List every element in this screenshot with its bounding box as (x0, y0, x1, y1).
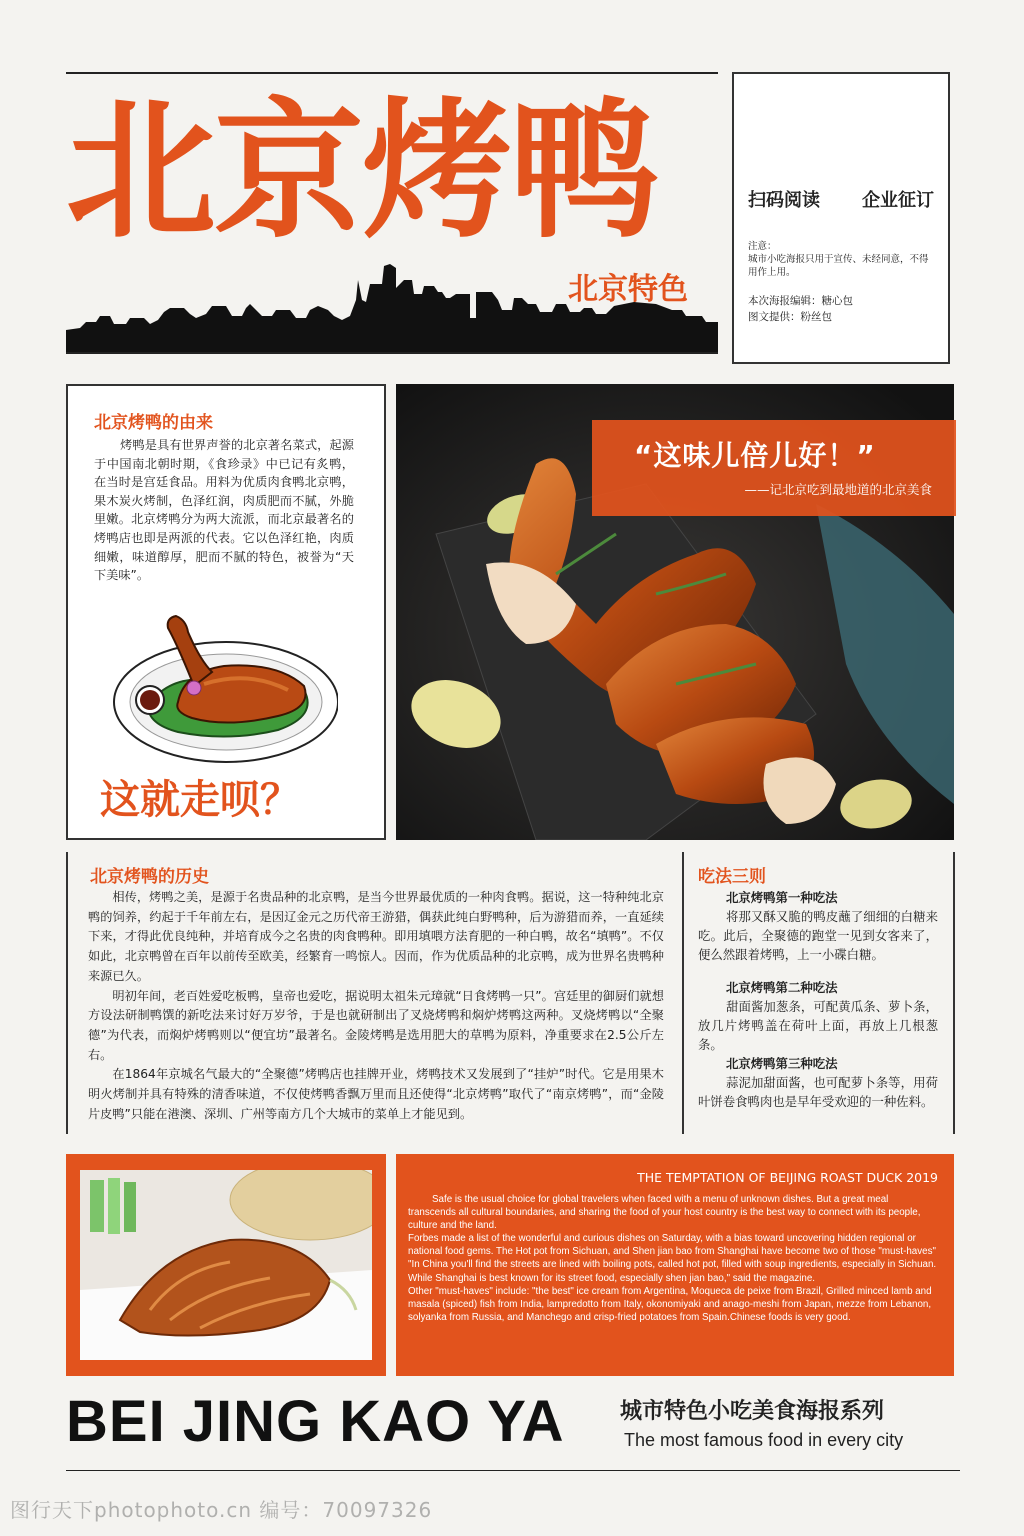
info-actions (748, 186, 934, 212)
english-paragraph-3: "In China you'll find the streets are lined with boiling pots, called hot pot, filled with soup ingredients, especially in Sichuan. While Shanghai is best known for its street food, especially shen jian bao," said the magazine. (408, 1259, 937, 1284)
quote-sub: ——记北京吃到最地道的北京美食 (744, 482, 932, 497)
eat-right-rule (953, 852, 955, 1134)
origin-heading: 北京烤鸭的由来 (94, 413, 213, 433)
origin-text: 烤鸭是具有世界声誉的北京著名菜式，起源于中国南北朝时期，《食珍录》中已记有炙鸭，在当时是宫廷食品。用料为优质肉食鸭北京鸭，果木炭火烤制，色泽红润，肉质肥而不腻，外脆里嫩。北京烤鸭分为两大流派，而北京最著名的烤鸭店也即是两派的代表。它以色泽红艳，肉质细嫩，味道醇厚，肥而不腻的特色，被誉为“天下美味”。 (94, 438, 354, 583)
note-label: 注意： (748, 241, 777, 252)
history-right-rule (682, 852, 684, 1134)
call-to-action: 这就走呗？ (100, 777, 300, 823)
pinyin-title: BEI JING KAO YA (66, 1389, 565, 1454)
eat-method-2-body: 甜面酱加葱条，可配黄瓜条、萝卜条，放几片烤鸭盖在荷叶上面，再放上几根葱条。 (698, 999, 938, 1052)
watermark: 图行天下photophoto.cn 编号：70097326 (10, 1498, 433, 1522)
info-box (732, 72, 950, 364)
history-heading: 北京烤鸭的历史 (90, 867, 209, 887)
sliced-duck-photo-frame (66, 1154, 386, 1376)
page-subtitle: 北京特色 (568, 272, 688, 307)
usage-note (748, 240, 934, 279)
eat-method-3-head: 北京烤鸭第三种吃法 (726, 1056, 838, 1071)
quote-main: “这味儿倍儿好！” (634, 439, 876, 472)
english-article-title: THE TEMPTATION OF BEIJING ROAST DUCK 2019 (637, 1170, 938, 1185)
eat-heading: 吃法三则 (698, 867, 766, 887)
english-article-body (408, 1193, 938, 1324)
series-title-cn: 城市特色小吃美食海报系列 (620, 1399, 885, 1424)
page-title: 北京烤鸭 (66, 85, 659, 259)
credits (748, 293, 934, 325)
footer-rule (66, 1470, 960, 1471)
eat-method-3 (698, 1054, 938, 1111)
sliced-duck-photo (80, 1170, 372, 1360)
english-article (396, 1154, 954, 1376)
history-paragraph-1: 相传，烤鸭之美，是源于名贵品种的北京鸭，是当今世界最优质的一种肉食鸭。据说，这一特种纯北京鸭的饲养，约起于千年前左右，是因辽金元之历代帝王游猎，偶获此纯白野鸭种，后为游猎而养，一直延续下来，才得此优良纯种，并培育成今之名贵的肉食鸭种。即用填喂方法育肥的一种白鸭，故名“填鸭”。不仅如此，北京鸭曾在百年以前传至欧美，经繁育一鸣惊人。因而，作为优质品种的北京鸭，成为世界名贵鸭种来源已久。 (88, 890, 664, 983)
eat-method-1-head: 北京烤鸭第一种吃法 (726, 890, 838, 905)
eat-method-3-body: 蒜泥加甜面酱，也可配萝卜条等，用荷叶饼卷食鸭肉也是早年受欢迎的一种佐料。 (698, 1075, 938, 1109)
scan-to-read-link[interactable]: 扫码阅读 (748, 190, 820, 211)
history-left-rule (66, 852, 68, 1134)
enterprise-subscribe-link[interactable]: 企业征订 (862, 190, 934, 211)
sliced-duck-photo-art (80, 1170, 372, 1360)
eat-method-2-head: 北京烤鸭第二种吃法 (726, 980, 838, 995)
history-body (88, 888, 664, 1124)
series-title-en: The most famous food in every city (624, 1430, 904, 1450)
eat-method-1-body: 将那又酥又脆的鸭皮蘸了细细的白糖来吃。此后，全聚德的跑堂一见到女客来了，便么然跟着烤鸭，上一小碟白糖。 (698, 909, 938, 962)
eat-method-1 (698, 888, 938, 964)
roast-duck-illustration (108, 606, 338, 766)
history-paragraph-3: 在1864年京城名气最大的“全聚德”烤鸭店也挂牌开业，烤鸭技术又发展到了“挂炉”时代。它是用果木明火烤制并具有特殊的清香味道，不仅使烤鸭香飘万里而且还使得“北京烤鸭”取代了“南京烤鸭”，而“金陵片皮鸭”只能在港澳、深圳、广州等南方几个大城市的菜单上才能见到。 (88, 1067, 664, 1121)
english-paragraph-2: Forbes made a list of the wonderful and curious dishes on Saturday, with a bias toward uncovering hidden regional or national food gems. The Hot pot from Sichuan, and Shen jian bao from Shanghai have become two of those "must-haves" (408, 1233, 936, 1258)
beijing-skyline-silhouette (66, 258, 718, 354)
note-text: 城市小吃海报只用于宣传、未经同意，不得用作上用。 (748, 254, 929, 278)
english-paragraph-4: Other "must-haves" include: "the best" ice cream from Argentina, Moqueca de peixe from Brazil, Grilled minced lamb and masala (spiced) fish from India, lampredotto from Italy, okonomiyaki and anago-meshi from Japan, mezze from Lebanon, solyanka from Russia, and Manchego and crisp-fried potatoes from Spain.Chinese foods is very good. (408, 1285, 932, 1323)
header-top-rule (66, 72, 718, 74)
header-bottom-rule (66, 352, 718, 354)
history-paragraph-2: 明初年间，老百姓爱吃板鸭，皇帝也爱吃，据说明太祖朱元璋就“日食烤鸭一只”。宫廷里的御厨们就想方设法研制鸭馔的新吃法来讨好万岁爷，于是也就研制出了叉烧烤鸭和焖炉烤鸭这两种。叉烧烤鸭以“全聚德”为代表，而焖炉烤鸭则以“便宜坊”最著名。金陵烤鸭是选用肥大的草鸭为原料，净重要求在2.5公斤左右。 (88, 988, 664, 1062)
english-paragraph-1: Safe is the usual choice for global travelers when faced with a menu of unknown dishes. But a great meal transcends all cultural boundaries, and sharing the food of your host country is the best way to connect with its people, culture and the land. (408, 1194, 921, 1232)
eat-method-2 (698, 978, 938, 1054)
photo-credit: 图文提供：粉丝包 (748, 311, 832, 323)
origin-body (94, 436, 354, 585)
editor-credit: 本次海报编辑：糖心包 (748, 295, 853, 307)
quote-banner (592, 420, 956, 516)
